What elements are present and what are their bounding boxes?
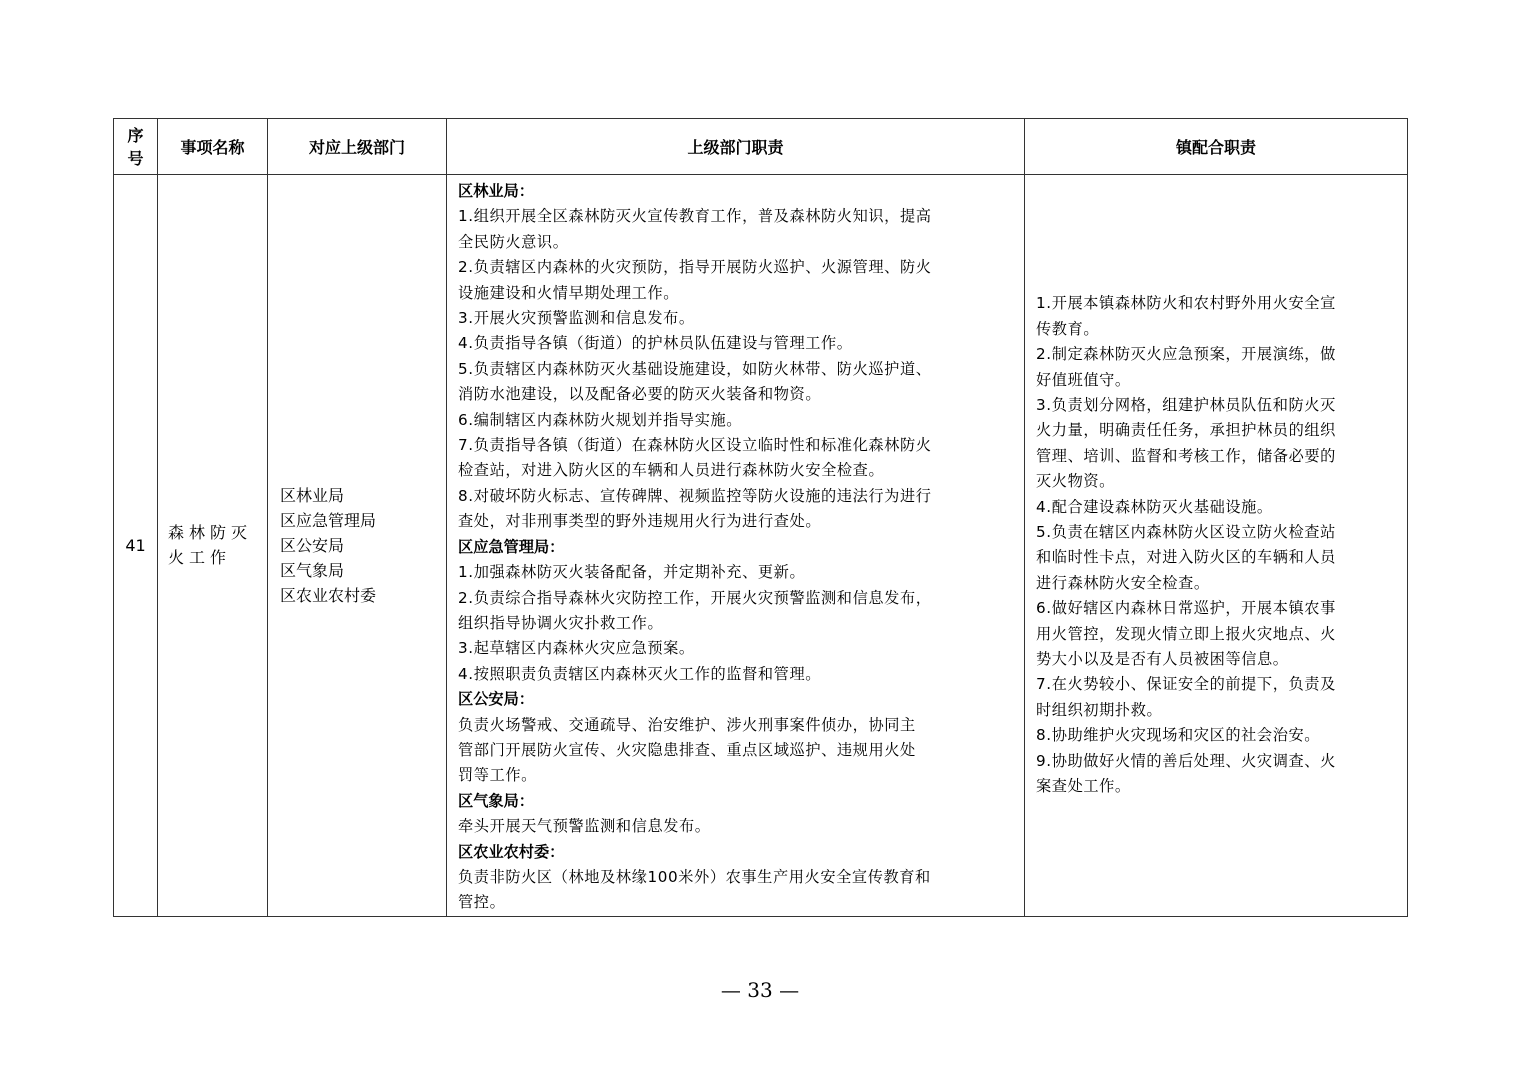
resp-line: 查处，对非刑事类型的野外违规用火行为进行查处。: [458, 512, 822, 531]
town-line: 8.协助维护火灾现场和灾区的社会治安。: [1036, 726, 1321, 745]
dept-block-emergency: [458, 535, 1016, 687]
row-departments: [268, 175, 447, 917]
header-seq-line: 序: [127, 125, 144, 145]
resp-line: 检查站，对进入防火区的车辆和人员进行森林防火安全检查。: [458, 461, 885, 480]
dept-block-agriculture: [458, 840, 1016, 916]
town-line: 好值班值守。: [1036, 370, 1131, 389]
town-line: 灭火物资。: [1036, 472, 1115, 491]
town-line: 5.负责在辖区内森林防火区设立防火检查站: [1036, 522, 1336, 541]
town-line: 管理、培训、监督和考核工作，储备必要的: [1036, 446, 1336, 465]
dept-heading: 区公安局：: [458, 690, 534, 709]
resp-line: 8.对破坏防火标志、宣传碑牌、视频监控等防火设施的违法行为进行: [458, 486, 932, 505]
duty-table: [113, 118, 1408, 917]
item-name-line: 森林防灭: [168, 523, 253, 543]
item-name-line: 火工作: [168, 548, 232, 568]
header-superior-department: 对应上级部门: [268, 119, 447, 175]
resp-line: 3.开展火灾预警监测和信息发布。: [458, 309, 695, 328]
resp-line: 全民防火意识。: [458, 232, 569, 251]
resp-line: 罚等工作。: [458, 766, 537, 785]
town-line: 时组织初期扑救。: [1036, 700, 1163, 719]
town-line: 6.做好辖区内森林日常巡护，开展本镇农事: [1036, 599, 1336, 618]
resp-line: 4.负责指导各镇（街道）的护林员队伍建设与管理工作。: [458, 334, 853, 353]
resp-line: 2.负责综合指导森林火灾防控工作，开展火灾预警监测和信息发布，: [458, 588, 932, 607]
header-item-name: 事项名称: [158, 119, 268, 175]
dept-heading: 区气象局：: [458, 791, 534, 810]
resp-line: 牵头开展天气预警监测和信息发布。: [458, 817, 711, 836]
row-seq: 41: [114, 175, 158, 917]
resp-line: 6.编制辖区内森林防火规划并指导实施。: [458, 410, 743, 429]
resp-line: 5.负责辖区内森林防灭火基础设施建设，如防火林带、防火巡护道、: [458, 359, 932, 378]
town-line: 2.制定森林防灭火应急预案，开展演练，做: [1036, 345, 1336, 364]
resp-line: 负责非防火区（林地及林缘100米外）农事生产用火安全宣传教育和: [458, 867, 931, 886]
table-header-row: [114, 119, 1408, 175]
town-line: 用火管控，发现火情立即上报火灾地点、火: [1036, 624, 1336, 643]
header-seq: [114, 119, 158, 175]
town-line: 进行森林防火安全检查。: [1036, 573, 1210, 592]
resp-line: 4.按照职责负责辖区内森林灭火工作的监督和管理。: [458, 664, 822, 683]
department-item: 区农业农村委: [280, 585, 377, 605]
town-line: 9.协助做好火情的善后处理、火灾调查、火: [1036, 751, 1336, 770]
dept-heading: 区农业农村委：: [458, 842, 565, 861]
resp-line: 1.组织开展全区森林防灭火宣传教育工作，普及森林防火知识，提高: [458, 207, 932, 226]
town-line: 火力量，明确责任任务，承担护林员的组织: [1036, 421, 1336, 440]
dept-block-forestry: [458, 179, 1016, 535]
row-item-name: [158, 175, 268, 917]
resp-line: 组织指导协调火灾扑救工作。: [458, 613, 664, 632]
resp-line: 设施建设和火情早期处理工作。: [458, 283, 680, 302]
resp-line: 负责火场警戒、交通疏导、治安维护、涉火刑事案件侦办，协同主: [458, 715, 916, 734]
dept-heading: 区应急管理局：: [458, 537, 565, 556]
town-line: 1.开展本镇森林防火和农村野外用火安全宣: [1036, 294, 1336, 313]
dept-block-meteorology: [458, 789, 1016, 840]
department-item: 区应急管理局: [280, 510, 377, 530]
header-superior-responsibilities: 上级部门职责: [447, 119, 1025, 175]
town-line: 7.在火势较小、保证安全的前提下，负责及: [1036, 675, 1336, 694]
dept-heading: 区林业局：: [458, 182, 534, 200]
resp-line: 1.加强森林防灭火装备配备，并定期补充、更新。: [458, 563, 806, 582]
table-row: [114, 175, 1408, 917]
header-seq-line: 号: [127, 148, 144, 168]
resp-line: 消防水池建设，以及配备必要的防灭火装备和物资。: [458, 385, 822, 404]
resp-line: 管控。: [458, 893, 506, 912]
town-line: 势大小以及是否有人员被困等信息。: [1036, 650, 1289, 669]
department-item: 区气象局: [280, 560, 345, 580]
town-line: 案查处工作。: [1036, 777, 1131, 796]
town-line: 传教育。: [1036, 319, 1100, 338]
resp-line: 2.负责辖区内森林的火灾预防，指导开展防火巡护、火源管理、防火: [458, 258, 932, 277]
town-line: 和临时性卡点，对进入防火区的车辆和人员: [1036, 548, 1336, 567]
row-town-responsibilities: [1025, 175, 1408, 917]
page-number: — 33 —: [720, 978, 800, 1002]
row-superior-responsibilities: [447, 175, 1025, 917]
resp-line: 3.起草辖区内森林火灾应急预案。: [458, 639, 695, 658]
dept-block-police: [458, 687, 1016, 789]
department-item: 区公安局: [280, 535, 345, 555]
town-line: 3.负责划分网格，组建护林员队伍和防火灭: [1036, 395, 1336, 414]
resp-line: 管部门开展防火宣传、火灾隐患排查、重点区域巡护、违规用火处: [458, 740, 916, 759]
resp-line: 7.负责指导各镇（街道）在森林防火区设立临时性和标准化森林防火: [458, 436, 932, 455]
header-town-responsibilities: 镇配合职责: [1025, 119, 1408, 175]
town-line: 4.配合建设森林防灭火基础设施。: [1036, 497, 1273, 516]
department-item: 区林业局: [280, 485, 345, 505]
